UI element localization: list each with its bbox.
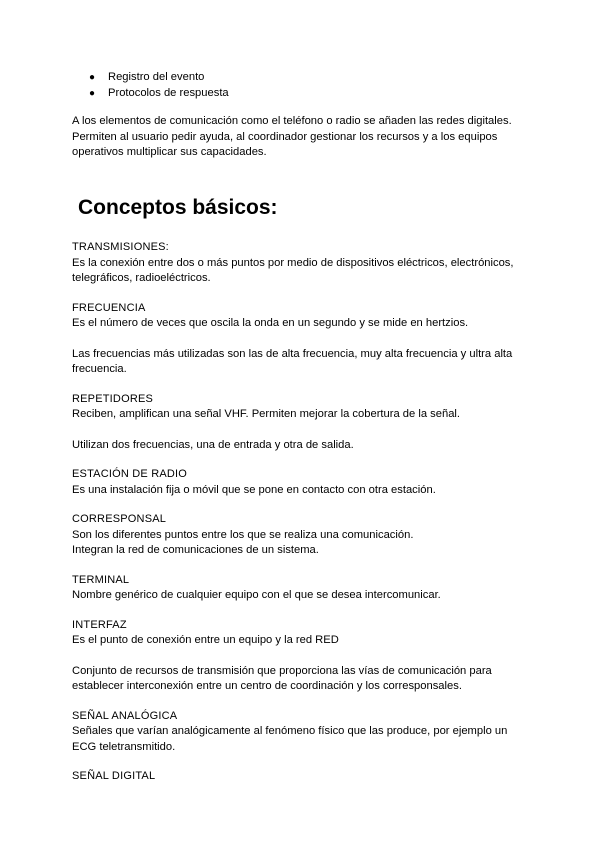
concept-term: SEÑAL DIGITAL xyxy=(72,770,156,782)
intro-paragraph xyxy=(72,114,542,161)
concept-senal-analogica xyxy=(72,709,542,756)
concept-definition-line: Conjunto de recursos de transmisión que proporciona las vías de comunicación para xyxy=(72,664,492,677)
concept-interfaz xyxy=(72,618,542,695)
concept-term: ESTACIÓN DE RADIO xyxy=(72,468,188,480)
text-line: Permiten al usuario pedir ayuda, al coordinador gestionar los recursos y a los equipos xyxy=(72,130,498,143)
section-heading: Conceptos básicos: xyxy=(78,196,278,219)
concept-term: INTERFAZ xyxy=(72,618,127,631)
concept-definition-line: Reciben, amplifican una señal VHF. Permiten mejorar la cobertura de la señal. xyxy=(72,408,461,420)
bullet-icon: ● xyxy=(89,87,96,99)
concept-estacion-de-radio xyxy=(72,467,542,498)
bullet-list xyxy=(88,70,229,101)
concept-term: TERMINAL xyxy=(72,573,130,586)
concept-corresponsal xyxy=(72,512,542,559)
concept-terminal xyxy=(72,573,542,604)
concept-definition-line: Integran la red de comunicaciones de un sistema. xyxy=(72,544,319,556)
list-item-text: Registro del evento xyxy=(108,71,205,83)
concept-definition-line: ECG teletransmitido. xyxy=(72,740,176,753)
concept-frecuencia xyxy=(72,301,542,378)
text-line: operativos multiplicar sus capacidades. xyxy=(72,146,267,158)
concept-definition-line: Son los diferentes puntos entre los que se realiza una comunicación. xyxy=(72,528,414,541)
concept-definition-line: Es el punto de conexión entre un equipo y la red RED xyxy=(72,634,339,646)
concept-definition-line: Utilizan dos frecuencias, una de entrada y otra de salida. xyxy=(72,438,354,451)
concept-term: TRANSMISIONES: xyxy=(72,241,169,253)
concept-definition-line: establecer interconexión entre un centro de coordinación y los corresponsales. xyxy=(72,680,462,692)
text-line: A los elementos de comunicación como el teléfono o radio se añaden las redes digitales. xyxy=(72,115,512,127)
concept-term: SEÑAL ANALÓGICA xyxy=(72,709,178,722)
concept-transmisiones xyxy=(72,240,542,287)
list-item-text: Protocolos de respuesta xyxy=(108,86,229,99)
concept-repetidores xyxy=(72,392,542,454)
concept-definition-line: frecuencia. xyxy=(72,363,127,375)
concept-definition-line: Es la conexión entre dos o más puntos por medio de dispositivos eléctricos, electrónicos, xyxy=(72,256,514,269)
concept-definition-line: Señales que varían analógicamente al fenómeno físico que las produce, por ejemplo un xyxy=(72,725,508,737)
concept-definition-line: telegráficos, radioeléctricos. xyxy=(72,272,211,284)
list-item xyxy=(88,86,229,102)
concept-definition-line: Nombre genérico de cualquier equipo con el que se desea intercomunicar. xyxy=(72,589,441,601)
concept-definition-line: Es una instalación fija o móvil que se pone en contacto con otra estación. xyxy=(72,483,436,496)
concept-definition-line: Es el número de veces que oscila la onda en un segundo y se mide en hertzios. xyxy=(72,317,469,329)
bullet-icon: ● xyxy=(89,72,96,83)
concept-senal-digital xyxy=(72,769,542,785)
concept-term: REPETIDORES xyxy=(72,392,154,405)
concept-term: CORRESPONSAL xyxy=(72,513,167,525)
concept-definition-line: Las frecuencias más utilizadas son las de alta frecuencia, muy alta frecuencia y ultra alta xyxy=(72,347,513,360)
list-item xyxy=(88,70,229,86)
concept-term: FRECUENCIA xyxy=(72,301,146,314)
concepts-list xyxy=(72,240,542,785)
